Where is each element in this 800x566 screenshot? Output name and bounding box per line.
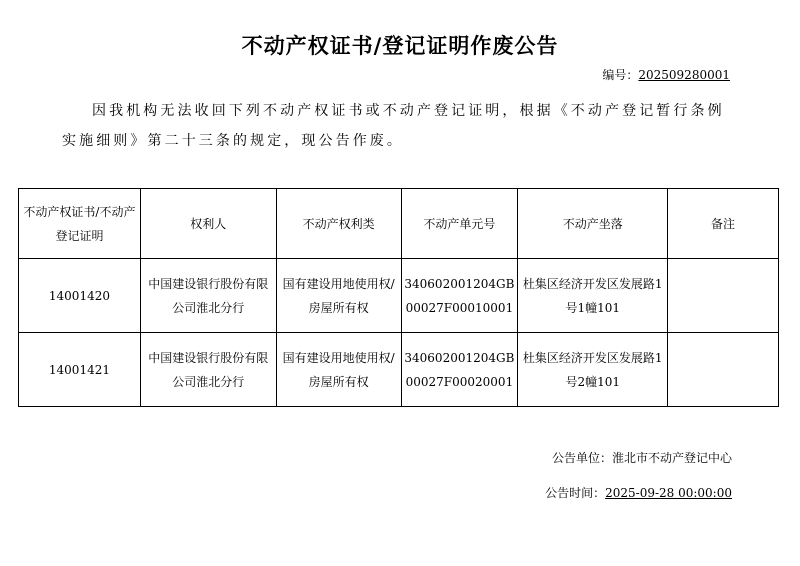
header-certificate: 不动产权证书/不动产登记证明: [19, 189, 141, 259]
table-header-row: [19, 189, 779, 259]
serial-number: [602, 66, 730, 83]
cell-certificate: 14001420: [19, 259, 141, 333]
unit-label: 公告单位：: [551, 451, 612, 465]
cell-owner: 中国建设银行股份有限公司淮北分行: [140, 259, 276, 333]
table-row: [19, 333, 779, 407]
cell-unit-number: 340602001204GB00027F00020001: [401, 333, 518, 407]
notice-body: 因我机构无法收回下列不动产权证书或不动产登记证明，根据《不动产登记暂行条例实施细则》第二十三条的规定，现公告作废。: [62, 103, 725, 149]
announcing-unit: [552, 449, 732, 466]
notice-table: [18, 188, 779, 407]
serial-value: 202509280001: [638, 68, 730, 82]
announcement-time: [545, 484, 732, 501]
time-label: 公告时间：: [545, 486, 606, 500]
header-owner: 权利人: [140, 189, 276, 259]
cell-location: 杜集区经济开发区发展路1号1幢101: [518, 259, 668, 333]
cell-owner: 中国建设银行股份有限公司淮北分行: [140, 333, 276, 407]
unit-value: 淮北市不动产登记中心: [611, 451, 732, 465]
cell-certificate: 14001421: [19, 333, 141, 407]
cell-right-type: 国有建设用地使用权/房屋所有权: [276, 259, 401, 333]
header-location: 不动产坐落: [518, 189, 668, 259]
header-right-type: 不动产权利类: [276, 189, 401, 259]
page-title: 不动产权证书/登记证明作废公告: [241, 34, 559, 58]
cell-remarks: [668, 333, 779, 407]
time-value: 2025-09-28 00:00:00: [605, 486, 732, 500]
cell-unit-number: 340602001204GB00027F00010001: [401, 259, 518, 333]
cell-location: 杜集区经济开发区发展路1号2幢101: [518, 333, 668, 407]
cell-right-type: 国有建设用地使用权/房屋所有权: [276, 333, 401, 407]
cell-remarks: [668, 259, 779, 333]
header-unit-number: 不动产单元号: [401, 189, 518, 259]
header-remarks: 备注: [668, 189, 779, 259]
table-row: [19, 259, 779, 333]
serial-label: 编号：: [602, 68, 639, 82]
